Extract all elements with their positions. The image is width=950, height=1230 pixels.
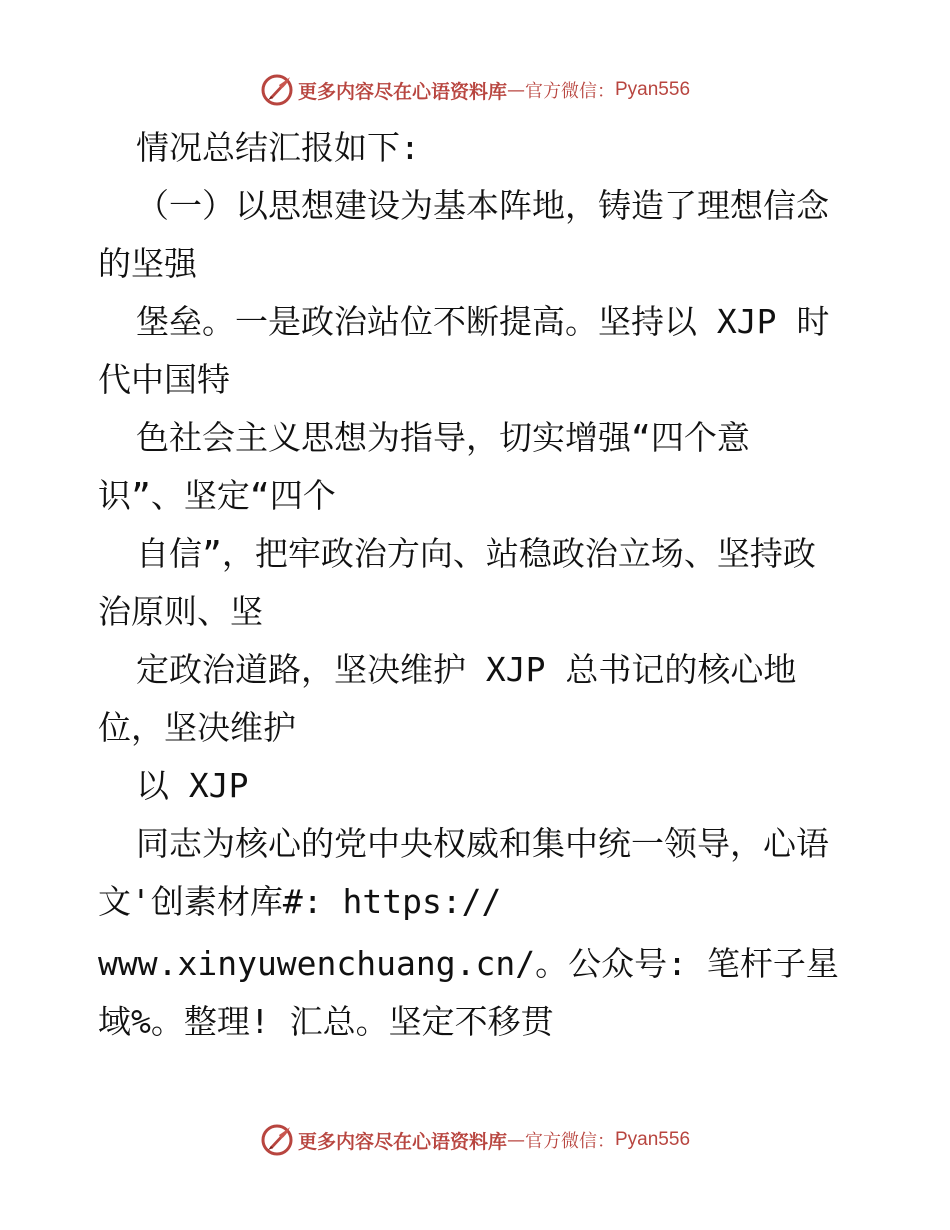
- text-line: 堡垒。一是政治站位不断提高。坚持以 XJP 时: [136, 302, 830, 341]
- banner-main-text: 更多内容尽在心语资料库: [297, 1130, 507, 1153]
- footer-watermark-banner: [0, 1118, 950, 1162]
- text-line: 自信”，把牢政治方向、站稳政治立场、坚持政: [136, 534, 816, 573]
- banner-wechat-id: Pyan556: [615, 79, 691, 100]
- text-line: 以 XJP: [136, 766, 249, 805]
- text-line: 治原则、坚: [98, 592, 263, 631]
- banner-wechat-label: 官方微信：: [525, 81, 615, 102]
- text-line: 识”、坚定“四个: [98, 476, 336, 515]
- banner-separator: —: [507, 1129, 525, 1151]
- text-line: 位，坚决维护: [98, 708, 296, 747]
- banner-separator: —: [507, 79, 525, 101]
- text-line: 的坚强: [98, 244, 197, 283]
- text-line: 代中国特: [98, 360, 230, 399]
- text-line: （一）以思想建设为基本阵地，铸造了理想信念: [136, 186, 829, 225]
- red-quill-logo-icon: [260, 1123, 294, 1157]
- banner-main-text: 更多内容尽在心语资料库: [297, 80, 507, 103]
- text-line: 文'创素材库#: https://: [98, 882, 502, 921]
- text-line: 域%。整理! 汇总。坚定不移贯: [98, 1002, 554, 1041]
- text-line: 情况总结汇报如下:: [136, 128, 420, 167]
- text-line: 同志为核心的党中央权威和集中统一领导，心语: [136, 824, 829, 863]
- banner-wechat-id: Pyan556: [615, 1129, 691, 1150]
- text-line: www.xinyuwenchuang.cn/。公众号: 笔杆子星: [98, 944, 839, 983]
- text-line: 色社会主义思想为指导，切实增强“四个意: [136, 418, 750, 457]
- text-line: 定政治道路，坚决维护 XJP 总书记的核心地: [136, 650, 797, 689]
- banner-wechat-label: 官方微信：: [525, 1131, 615, 1152]
